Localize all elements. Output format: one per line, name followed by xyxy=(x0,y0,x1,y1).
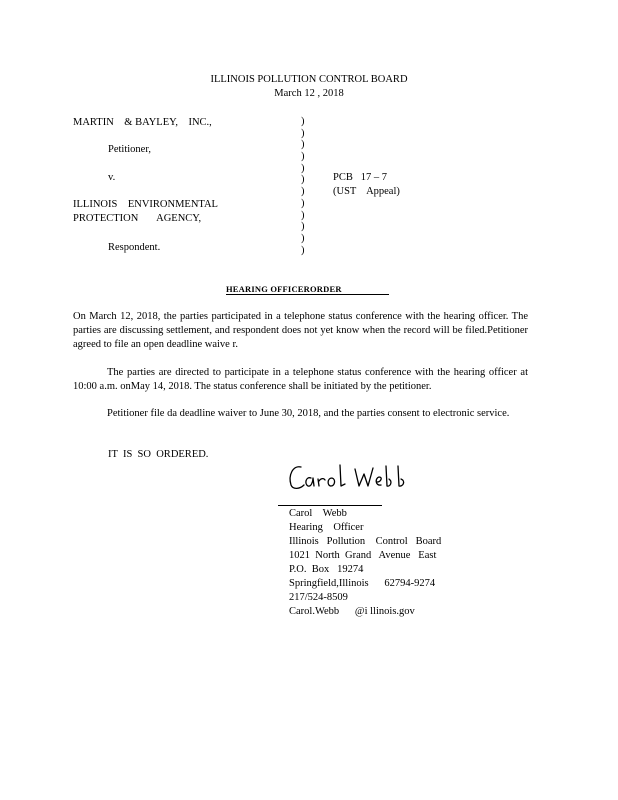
paren: ) xyxy=(301,174,305,186)
case-number: PCB 17 – 7 xyxy=(333,172,387,183)
handwritten-signature xyxy=(287,459,412,495)
respondent-role: Respondent. xyxy=(108,242,161,253)
petitioner-name: MARTIN & BAYLEY, INC., xyxy=(73,117,212,128)
paragraph-3-text: Petitioner file da deadline waiver to June 30, 2018, and the parties consent to electronic service. xyxy=(107,408,510,419)
order-title-underline xyxy=(226,294,389,295)
petitioner-role: Petitioner, xyxy=(108,144,152,155)
paren: ) xyxy=(301,244,305,256)
versus-label: v. xyxy=(108,172,116,183)
paragraph-3 xyxy=(73,407,528,421)
paren: ) xyxy=(301,232,305,244)
email-address: Carol.Webb @i llinois.gov xyxy=(289,606,415,617)
agency-heading: ILLINOIS POLLUTION CONTROL BOARD xyxy=(210,74,408,85)
order-title: HEARING OFFICERORDER xyxy=(226,284,342,294)
case-type: (UST Appeal) xyxy=(333,186,400,197)
paragraph-2 xyxy=(73,366,528,394)
paren: ) xyxy=(301,197,305,209)
order-date: March 12 , 2018 xyxy=(274,88,344,99)
signer-name: Carol Webb xyxy=(289,508,347,519)
phone-number: 217/524-8509 xyxy=(289,592,348,603)
paren: ) xyxy=(301,127,305,139)
address-line-2: P.O. Box 19274 xyxy=(289,564,364,575)
signature-block xyxy=(289,507,441,619)
caption-parentheses xyxy=(301,116,305,256)
paren: ) xyxy=(301,186,305,198)
paren: ) xyxy=(301,209,305,221)
paragraph-2-text: The parties are directed to participate in a telephone status conference with the hearing officer at 10:00 a.m. onMay 14, 2018. The status conference shall be initiated by the petitioner. xyxy=(73,367,528,392)
paren: ) xyxy=(301,162,305,174)
paren: ) xyxy=(301,151,305,163)
paren: ) xyxy=(301,139,305,151)
closing-statement: IT IS SO ORDERED. xyxy=(108,449,209,460)
signer-organization: Illinois Pollution Control Board xyxy=(289,536,442,547)
respondent-name-line2: PROTECTION AGENCY, xyxy=(73,213,202,224)
paren: ) xyxy=(301,221,305,233)
address-line-1: 1021 North Grand Avenue East xyxy=(289,550,437,561)
city-state-zip: Springfield,Illinois 62794-9274 xyxy=(289,578,436,589)
signer-title: Hearing Officer xyxy=(289,522,364,533)
signature-line xyxy=(278,505,382,506)
respondent-name-line1: ILLINOIS ENVIRONMENTAL xyxy=(73,199,218,210)
paragraph-1: On March 12, 2018, the parties participated in a telephone status conference with the hearing officer. The parties are discussing settlement, and respondent does not yet know when the record will be filed.Petitioner agreed to file an open deadline waive r. xyxy=(73,311,528,350)
paren: ) xyxy=(301,116,305,127)
